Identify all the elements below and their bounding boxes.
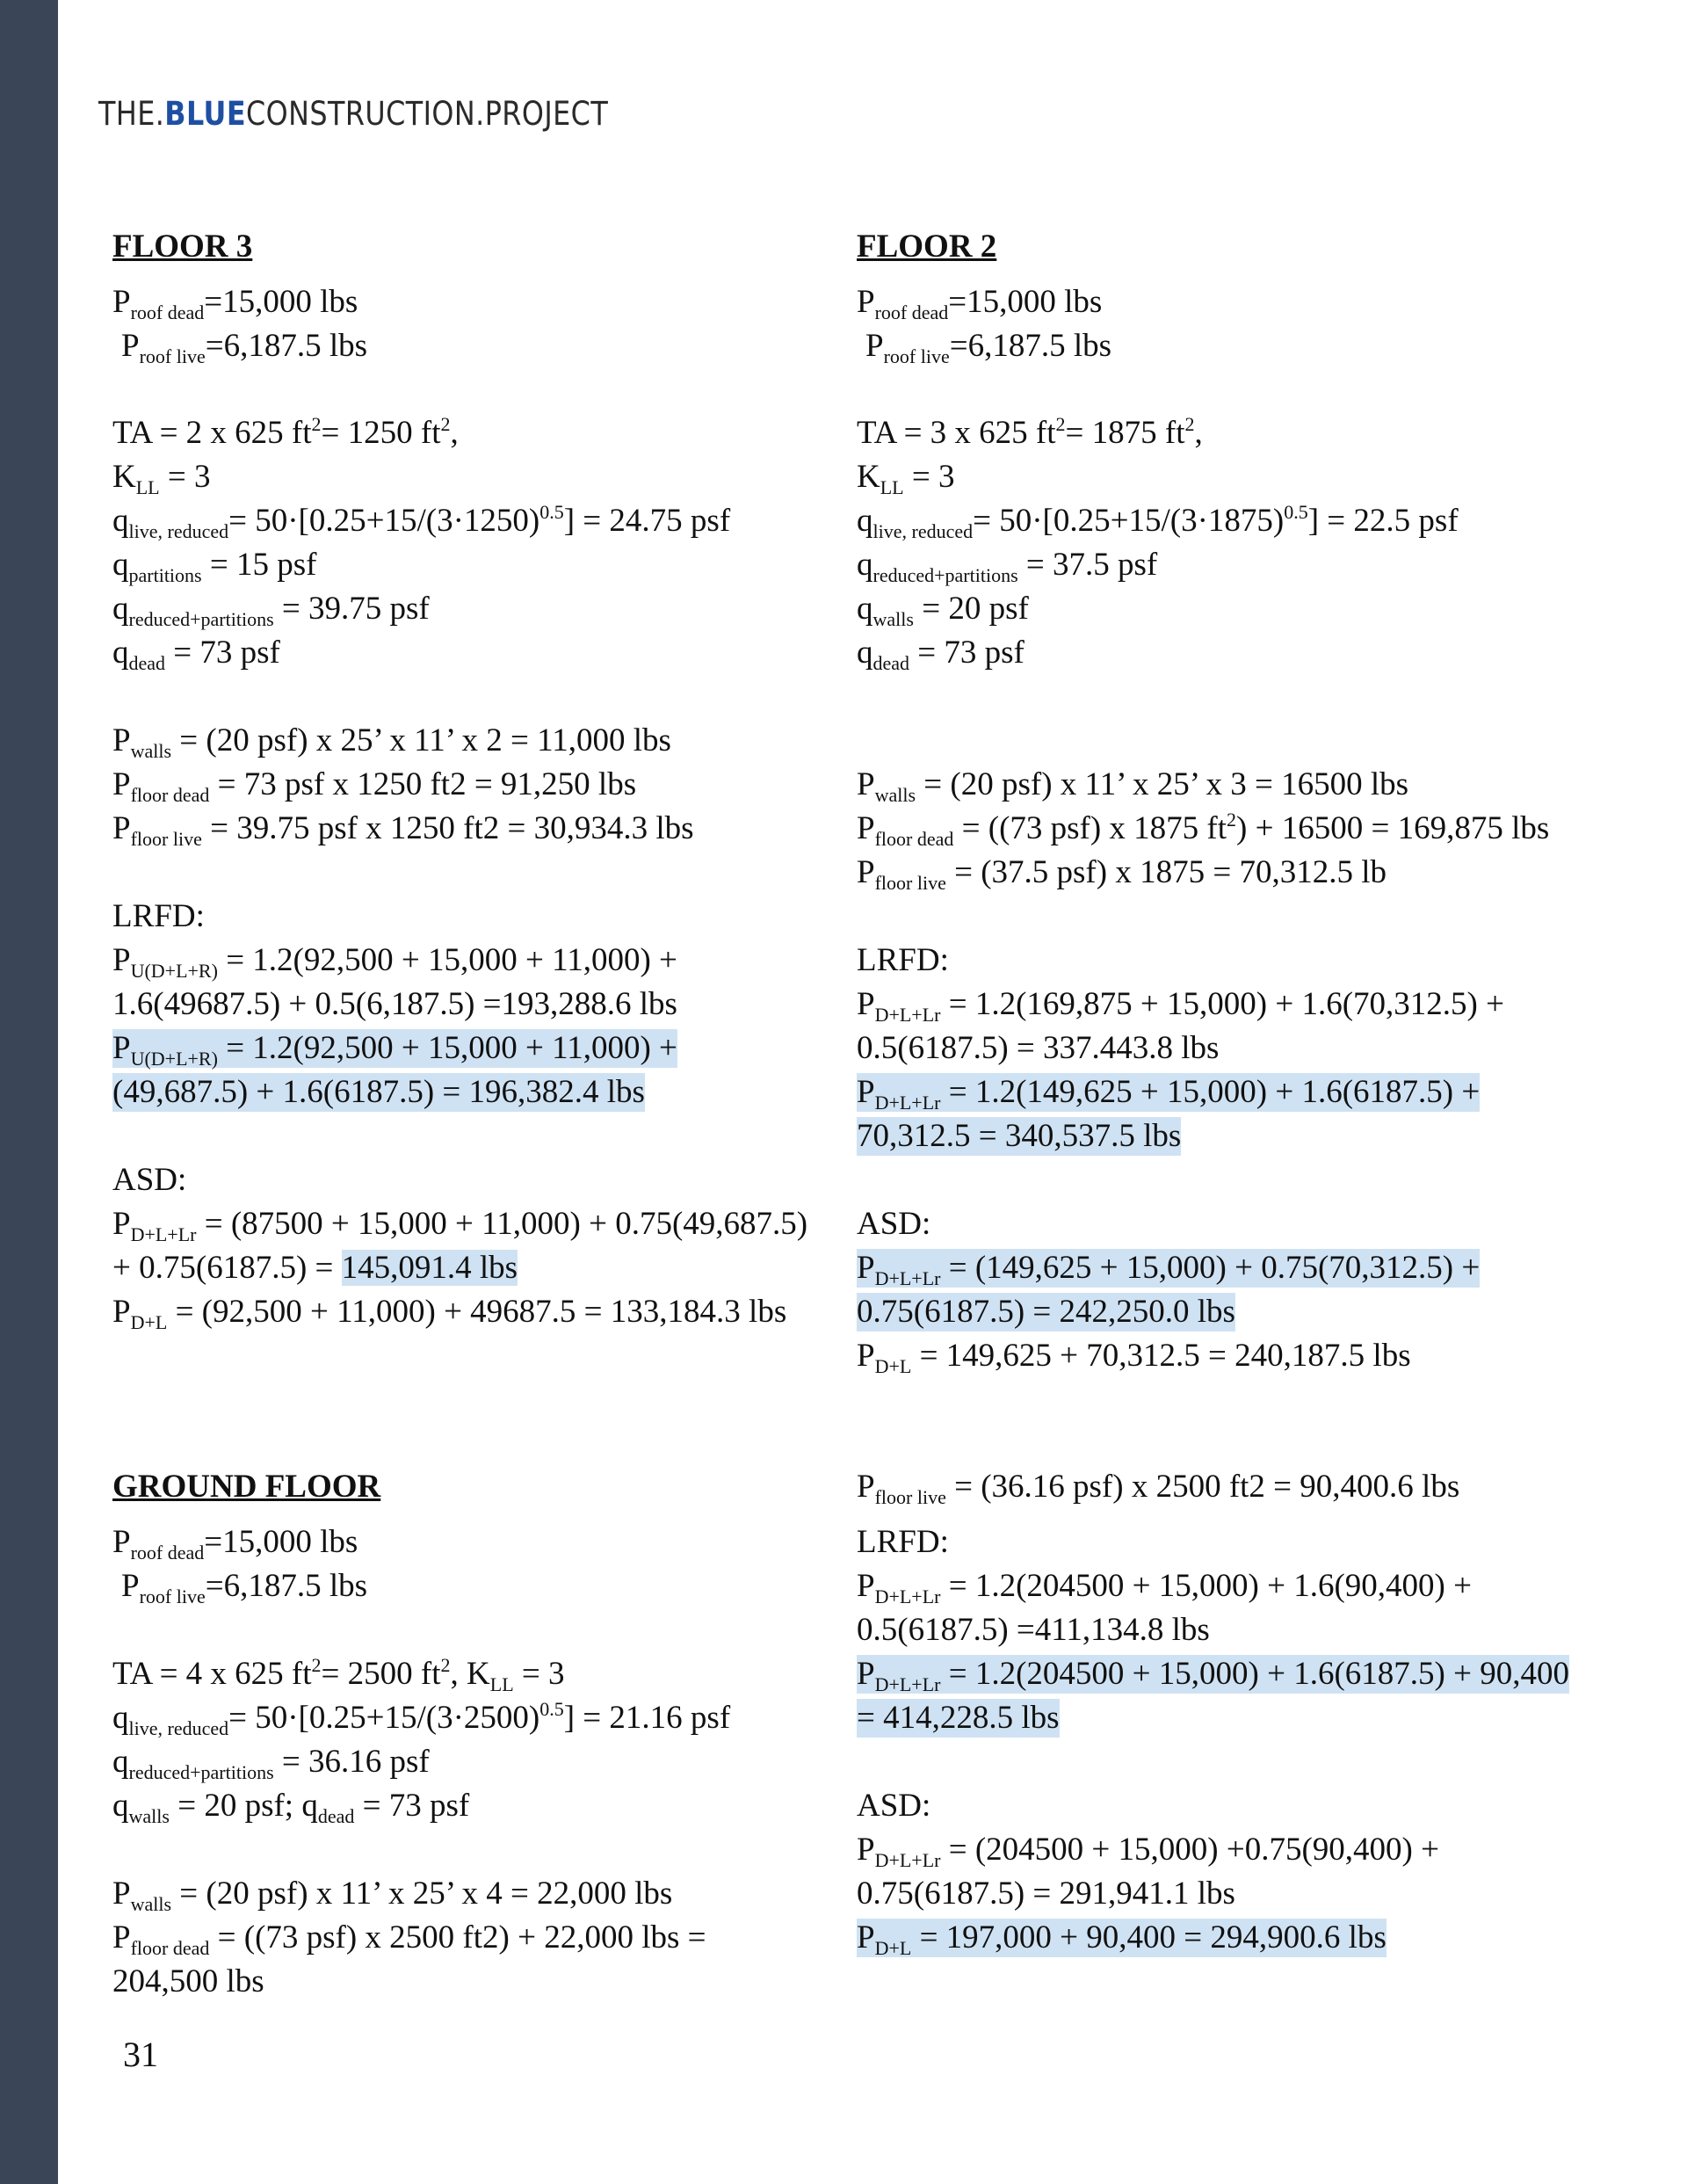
floor3-asd-1a: $P_{D+L+Lr} = (87500 + 15,000 + 11,000) + 0.75(49,687.5)$ <box>112 1206 808 1245</box>
ground-q-walls-dead: $q_{walls} = 20$ psf; $q_{dead} = 73$ psf <box>112 1788 470 1827</box>
floor3-q-live-reduced: $q_{live, reduced}= 50\cdot[0.25+15/(3\cdot 1250)^{0.5}] = 24.75$ psf <box>112 501 731 542</box>
floor2-asd-2: $P_{D+L} = 149,625 + 70,312.5 = 240,187.5$ lbs <box>857 1338 1411 1377</box>
floor3-ta: TA = 2 x 625 $ft^2= 1250$ $ft^2$, <box>112 413 459 451</box>
ground-q-live-reduced: $q_{live, reduced}= 50\cdot[0.25+15/(3\cdot 2500)^{0.5}] = 21.16$ psf <box>112 1698 731 1739</box>
floor3-asd-2: $P_{D+L} = (92,500 + 11,000) + 49687.5 = 133,184.3$ lbs <box>112 1294 787 1333</box>
floor2-q-walls: $q_{walls} = 20$ psf <box>857 591 1029 630</box>
floor2-kll: $K_{LL} = 3$ <box>857 459 955 498</box>
ground-q-reduced-partitions: $q_{reduced+partitions} = 36.16$ psf <box>112 1744 430 1783</box>
floor2-p-floor-live: $P_{floor live} = (37.5$ psf) x 1875 = 70,312.5 lb <box>857 854 1387 894</box>
floor2-q-reduced-partitions: $q_{reduced+partitions} = 37.5$ psf <box>857 547 1158 586</box>
floor2-q-dead: $q_{dead} = 73$ psf <box>857 635 1025 674</box>
ground-lrfd-label: LRFD: <box>857 1524 949 1560</box>
ground-roof-dead: $P_{roof dead}=15,000$ lbs <box>112 1524 358 1564</box>
floor3-lrfd-label: LRFD: <box>112 898 205 934</box>
floor2-lrfd-2a: $P_{D+L+Lr} = 1.2(149,625 + 15,000) + 1.6(6187.5)$ + <box>857 1074 1481 1114</box>
floor3-lrfd-2b: (49,687.5) + 1.6(6187.5) = 196,382.4 lbs <box>112 1074 645 1110</box>
floor2-ta: TA = 3 x 625 $ft^2= 1875$ $ft^2$, <box>857 413 1203 451</box>
floor3-lrfd-2a: $P_{U(D+L+R)} = 1.2(92,500 + 15,000 + 11,000)$ + <box>112 1030 677 1070</box>
left-sidebar-bar <box>0 0 58 2184</box>
floor3-p-floor-dead: $P_{floor dead} = 73$ psf x 1250 ft2 = 91,250 lbs <box>112 766 637 806</box>
floor2-roof-live: $P_{roof live}=6,187.5$ lbs <box>865 328 1112 367</box>
brand-prefix: THE. <box>98 95 165 133</box>
floor3-asd-label: ASD: <box>112 1162 187 1198</box>
ground-asd-1b: 0.75(6187.5) = 291,941.1 lbs <box>857 1876 1235 1912</box>
floor3-q-partitions: $q_{partitions} = 15$ psf <box>112 547 317 586</box>
floor3-q-dead: $q_{dead} = 73$ psf <box>112 635 280 674</box>
floor3-roof-dead: $P_{roof dead}=15,000$ lbs <box>112 284 358 323</box>
floor3-p-walls: $P_{walls} = (20$ psf) x 25’ x 11’ x 2 = 11,000 lbs <box>112 722 671 762</box>
floor3-q-reduced-partitions: $q_{reduced+partitions} = 39.75$ psf <box>112 591 430 630</box>
floor3-heading: FLOOR 3 <box>112 229 253 265</box>
floor2-lrfd-1a: $P_{D+L+Lr} = 1.2(169,875 + 15,000) + 1.6(70,312.5)$ + <box>857 986 1504 1026</box>
floor2-asd-1b: 0.75(6187.5) = 242,250.0 lbs <box>857 1294 1235 1330</box>
floor2-asd-1a: $P_{D+L+Lr} = (149,625 + 15,000) + 0.75(70,312.5)$ + <box>857 1250 1481 1289</box>
floor3-p-floor-live: $P_{floor live} = 39.75$ psf x 1250 ft2 = 30,934.3 lbs <box>112 810 694 850</box>
floor2-q-live-reduced: $q_{live, reduced}= 50\cdot[0.25+15/(3\cdot 1875)^{0.5}] = 22.5$ psf <box>857 501 1459 542</box>
ground-asd-2: $P_{D+L} = 197,000 + 90,400 = 294,900.6$ lbs <box>857 1919 1387 1959</box>
floor2-heading: FLOOR 2 <box>857 229 997 265</box>
ground-lrfd-2a: $P_{D+L+Lr} = 1.2(204500 + 15,000) + 1.6(6187.5) + 90,400$ <box>857 1656 1569 1695</box>
floor3-roof-live: $P_{roof live}=6,187.5$ lbs <box>121 328 368 367</box>
brand-header <box>98 95 608 133</box>
ground-asd-label: ASD: <box>857 1788 931 1824</box>
page-number: 31 <box>123 2035 158 2074</box>
ground-p-floor-live: $P_{floor live} = (36.16$ psf) x 2500 ft2 = 90,400.6 lbs <box>857 1469 1460 1508</box>
ground-lrfd-1a: $P_{D+L+Lr} = 1.2(204500 + 15,000) + 1.6(90,400)$ + <box>857 1568 1472 1607</box>
ground-heading: GROUND FLOOR <box>112 1469 381 1505</box>
floor2-lrfd-2b: 70,312.5 = 340,537.5 lbs <box>857 1118 1182 1154</box>
brand-accent: BLUE <box>164 95 246 133</box>
floor2-asd-label: ASD: <box>857 1206 931 1242</box>
ground-asd-1a: $P_{D+L+Lr} = (204500 + 15,000) +0.75(90,400)$ + <box>857 1832 1439 1871</box>
floor3-asd-1b: + 0.75(6187.5) = 145,091.4 lbs <box>112 1250 518 1286</box>
ground-p-walls: $P_{walls} = (20$ psf) x 11’ x 25’ x 4 = 22,000 lbs <box>112 1876 673 1915</box>
floor2-lrfd-1b: 0.5(6187.5) = 337.443.8 lbs <box>857 1030 1220 1066</box>
ground-lrfd-2b: = 414,228.5 lbs <box>857 1700 1060 1736</box>
floor3-kll: $K_{LL} = 3$ <box>112 459 211 498</box>
floor2-p-walls: $P_{walls} = (20$ psf) x 11’ x 25’ x 3 = 16500 lbs <box>857 766 1409 806</box>
floor2-lrfd-label: LRFD: <box>857 942 949 978</box>
ground-ta: TA = 4 x 625 $ft^2= 2500$ $ft^2$, $K_{LL} = 3$ <box>112 1654 565 1695</box>
floor2-roof-dead: $P_{roof dead}=15,000$ lbs <box>857 284 1103 323</box>
ground-p-floor-dead-a: $P_{floor dead} = ((73$ psf) x 2500 ft2) + 22,000 lbs = <box>112 1919 706 1959</box>
floor2-p-floor-dead: $P_{floor dead} = ((73$ psf) x 1875 $ft^2) + 16500 = 169,875$ lbs <box>857 809 1550 850</box>
ground-roof-live: $P_{roof live}=6,187.5$ lbs <box>121 1568 368 1607</box>
ground-lrfd-1b: 0.5(6187.5) =411,134.8 lbs <box>857 1612 1210 1648</box>
floor3-lrfd-1a: $P_{U(D+L+R)} = 1.2(92,500 + 15,000 + 11,000)$ + <box>112 942 677 982</box>
brand-suffix: CONSTRUCTION.PROJECT <box>245 95 609 133</box>
floor3-lrfd-1b: 1.6(49687.5) + 0.5(6,187.5) =193,288.6 lbs <box>112 986 677 1022</box>
ground-p-floor-dead-b: 204,500 lbs <box>112 1963 264 1999</box>
